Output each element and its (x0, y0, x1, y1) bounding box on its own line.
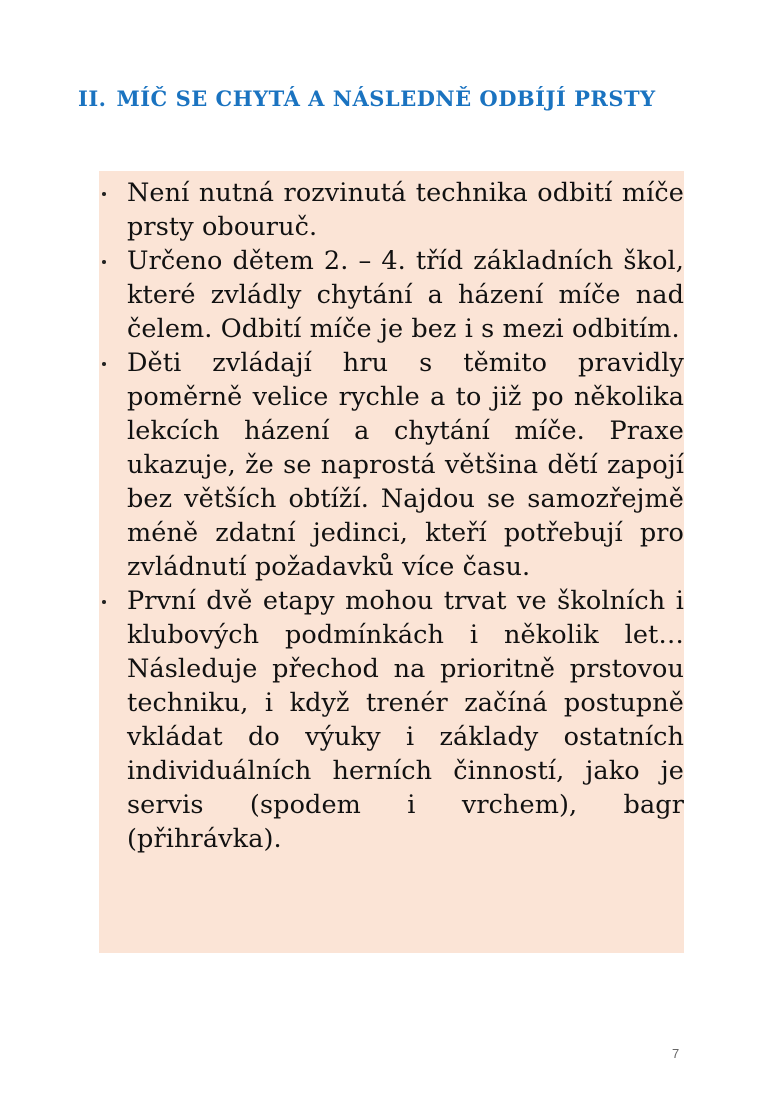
bullet-icon (102, 192, 106, 196)
section-heading (78, 82, 698, 116)
bullet-icon (102, 260, 106, 264)
bullet-list (99, 176, 684, 856)
bullet-icon (102, 600, 106, 604)
section-number: II. (78, 86, 107, 111)
section-title: MÍČ SE CHYTÁ A NÁSLEDNĚ ODBÍJÍ PRSTY (116, 86, 656, 111)
page-number: 7 (672, 1046, 680, 1061)
list-item (99, 176, 684, 244)
bullet-icon (102, 362, 106, 366)
list-item (99, 244, 684, 346)
list-item-text: Děti zvládají hru s těmito pravidly poměrně velice rychle a to již po několika lekcích házení a chytání míče. Praxe ukazuje, že se naprostá většina dětí zapojí bez větších obtíží. Najdou se samozřejmě méně zdatní jedinci, kteří potřebují pro zvládnutí požadavků více času. (127, 348, 684, 582)
list-item (99, 584, 684, 856)
list-item-text: Není nutná rozvinutá technika odbití míče prsty obouruč. (127, 178, 684, 242)
list-item-text: První dvě etapy mohou trvat ve školních i klubových podmínkách i několik let… Následuje přechod na prioritně prstovou techniku, i když trenér začíná postupně vkládat do výuky i základy ostatních individuálních herních činností, jako je servis (spodem i vrchem), bagr (přihrávka). (127, 586, 684, 854)
list-item (99, 346, 684, 584)
list-item-text: Určeno dětem 2. – 4. tříd základních škol, které zvládly chytání a házení míče nad čelem. Odbití míče je bez i s mezi odbitím. (127, 246, 684, 344)
content-box (99, 171, 684, 953)
